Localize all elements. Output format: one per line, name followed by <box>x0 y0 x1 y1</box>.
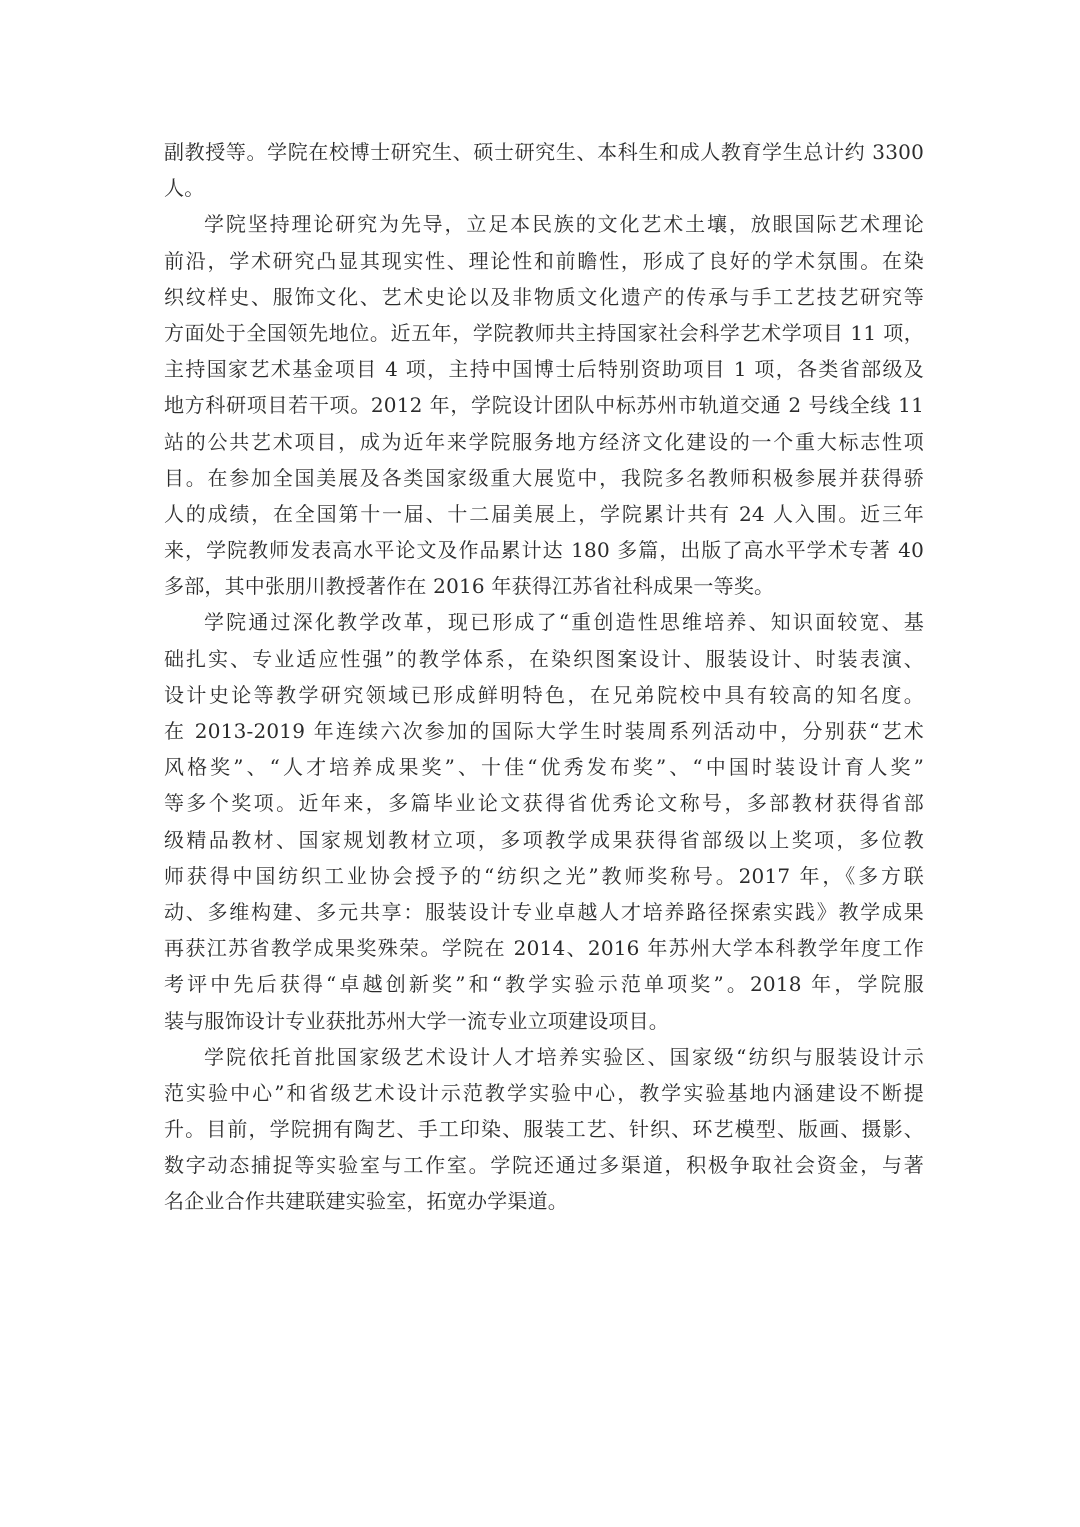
text-line: 主持国家艺术基金项目 4 项，主持中国博士后特别资助项目 1 项，各类省部级及 <box>164 357 924 382</box>
text-line: 装与服饰设计专业获批苏州大学一流专业立项建设项目。 <box>164 1008 669 1033</box>
text-line: 织纹样史、服饰文化、艺术史论以及非物质文化遗产的传承与手工艺技艺研究等 <box>164 284 924 309</box>
text-line: 等多个奖项。近年来，多篇毕业论文获得省优秀论文称号，多部教材获得省部 <box>164 791 924 816</box>
text-line: 级精品教材、国家规划教材立项，多项教学成果获得省部级以上奖项，多位教 <box>164 827 924 852</box>
text-line: 础扎实、专业适应性强”的教学体系，在染织图案设计、服装设计、时装表演、 <box>164 646 924 671</box>
text-line: 地方科研项目若干项。2012 年，学院设计团队中标苏州市轨道交通 2 号线全线 11 <box>164 393 924 418</box>
text-line: 范实验中心”和省级艺术设计示范教学实验中心，教学实验基地内涵建设不断提 <box>164 1080 924 1105</box>
text-line: 再获江苏省教学成果奖殊荣。学院在 2014、2016 年苏州大学本科教学年度工作 <box>164 936 924 961</box>
text-line: 设计史论等教学研究领域已形成鲜明特色，在兄弟院校中具有较高的知名度。 <box>164 682 924 707</box>
text-line: 副教授等。学院在校博士研究生、硕士研究生、本科生和成人教育学生总计约 3300 <box>164 140 924 164</box>
text-line: 站的公共艺术项目，成为近年来学院服务地方经济文化建设的一个重大标志性项 <box>164 429 924 454</box>
text-line: 人的成绩，在全国第十一届、十二届美展上，学院累计共有 24 人入围。近三年 <box>164 501 924 526</box>
text-line: 数字动态捕捉等实验室与工作室。学院还通过多渠道，积极争取社会资金，与著 <box>164 1153 924 1178</box>
text-line: 名企业合作共建联建实验室，拓宽办学渠道。 <box>164 1189 568 1214</box>
text-line: 风格奖”、“人才培养成果奖”、十佳“优秀发布奖”、“中国时装设计育人奖” <box>164 755 924 780</box>
text-line: 动、多维构建、多元共享：服装设计专业卓越人才培养路径探索实践》教学成果 <box>164 899 924 924</box>
paragraph-start-line: 学院依托首批国家级艺术设计人才培养实验区、国家级“纺织与服装设计示 <box>204 1044 924 1069</box>
text-line: 前沿，学术研究凸显其现实性、理论性和前瞻性，形成了良好的学术氛围。在染 <box>164 248 924 273</box>
text-line: 多部，其中张朋川教授著作在 2016 年获得江苏省社科成果一等奖。 <box>164 574 775 599</box>
text-line: 目。在参加全国美展及各类国家级重大展览中，我院多名教师积极参展并获得骄 <box>164 465 924 490</box>
text-line: 升。目前，学院拥有陶艺、手工印染、服装工艺、针织、环艺模型、版画、摄影、 <box>164 1117 924 1142</box>
body-text <box>164 134 924 1220</box>
text-line: 方面处于全国领先地位。近五年，学院教师共主持国家社会科学艺术学项目 11 项， <box>164 320 924 345</box>
text-line: 考评中先后获得“卓越创新奖”和“教学实验示范单项奖”。2018 年，学院服 <box>164 972 924 997</box>
text-line: 在 2013-2019 年连续六次参加的国际大学生时装周系列活动中，分别获“艺术 <box>164 719 924 743</box>
paragraph-start-line: 学院坚持理论研究为先导，立足本民族的文化艺术土壤，放眼国际艺术理论 <box>204 212 924 237</box>
paragraph-start-line: 学院通过深化教学改革，现已形成了“重创造性思维培养、知识面较宽、基 <box>204 610 924 635</box>
text-line: 人。 <box>164 176 205 201</box>
text-line: 来，学院教师发表高水平论文及作品累计达 180 多篇，出版了高水平学术专著 40 <box>164 538 924 563</box>
text-line: 师获得中国纺织工业协会授予的“纺织之光”教师奖称号。2017 年，《多方联 <box>164 863 924 888</box>
